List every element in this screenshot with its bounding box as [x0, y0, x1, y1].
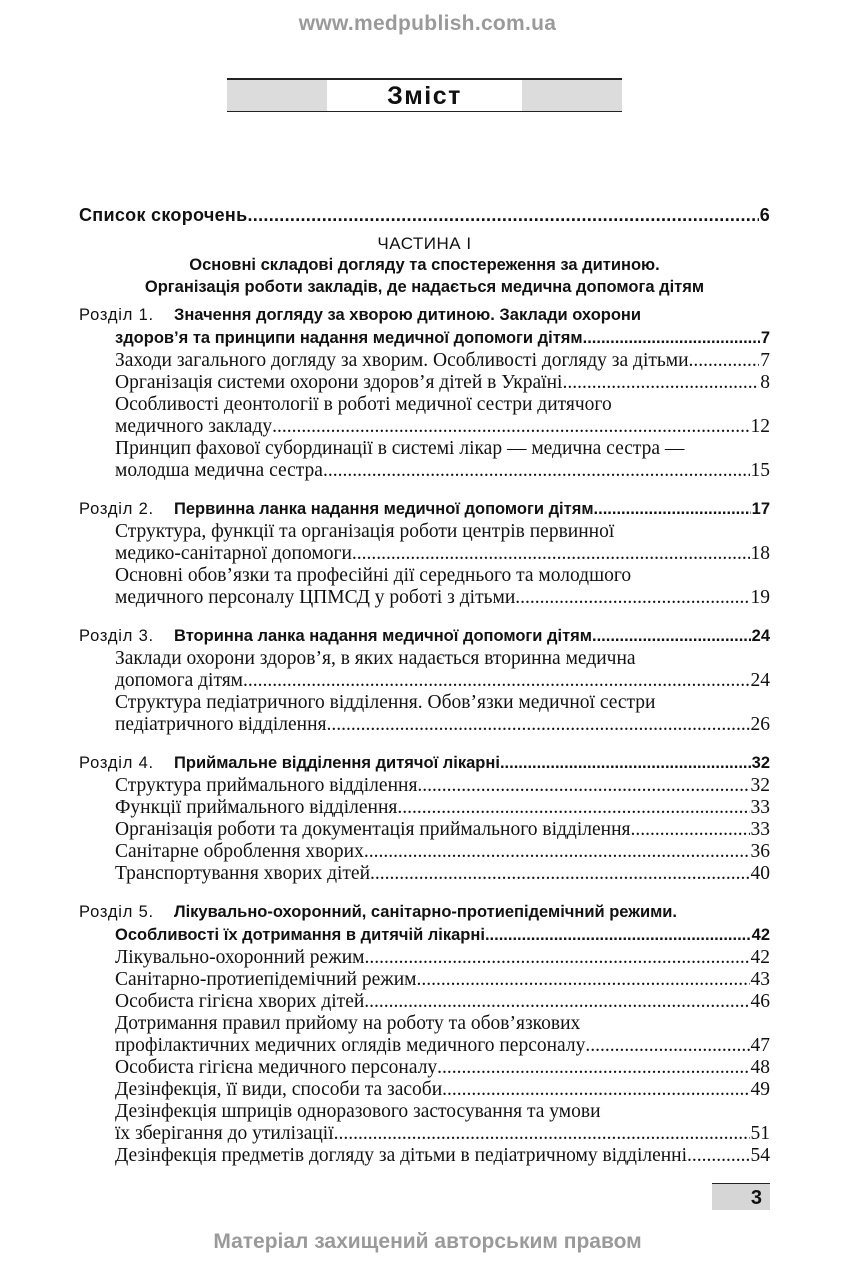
section-page: 46 [750, 991, 770, 1012]
section-title-line1: Структура педіатричного відділення. Обов’язки медичної сестри [115, 692, 656, 713]
part-title-line1: Основні складові догляду та спостереження за дитиною. [189, 256, 660, 274]
dot-leader [417, 775, 749, 797]
section-title: Організація роботи та документація приймального відділення [115, 819, 631, 840]
section-page: 40 [750, 863, 770, 884]
section-page: 15 [750, 460, 770, 481]
chapter-title-line1: Значення догляду за хворою дитиною. Заклади охорони [174, 306, 642, 324]
chapter-heading[interactable] [79, 752, 770, 775]
part-title-line2: Організація роботи закладів, де надається медична допомога дітям [144, 278, 705, 296]
section-entry[interactable] [79, 394, 770, 438]
section-entry[interactable] [79, 819, 770, 841]
dot-leader [592, 625, 751, 648]
section-page: 49 [750, 1079, 770, 1100]
chapter-page: 42 [751, 926, 770, 944]
dot-leader [630, 819, 749, 841]
chapter-heading[interactable] [79, 625, 770, 648]
dot-leader [364, 841, 750, 863]
section-entry[interactable] [79, 841, 770, 863]
dot-leader [416, 969, 749, 991]
chapter-title-line1: Лікувально-охоронний, санітарно-протиепідемічний режими. [174, 903, 678, 921]
chapter-title-line2: Особливості їх дотримання в дитячій лікарні [115, 926, 485, 944]
chapter-page: 24 [751, 627, 770, 645]
section-title: педіатричного відділення [115, 714, 327, 735]
section-title: допомога дітям [115, 670, 244, 691]
section-title: Особиста гігієна хворих дітей [115, 991, 365, 1012]
dot-leader [500, 752, 751, 775]
section-title: Структура приймального відділення [115, 775, 418, 796]
section-entry[interactable] [79, 521, 770, 565]
chapter-heading[interactable] [79, 498, 770, 521]
section-title: Санітарно-протиепідемічний режим [115, 969, 417, 990]
chapter-2 [79, 498, 770, 609]
section-title: молодша медична сестра [115, 460, 323, 481]
dot-leader [485, 924, 751, 947]
section-title: Транспортування хворих дітей [115, 863, 371, 884]
dot-leader [370, 863, 749, 885]
chapter-label: Розділ 2. [79, 500, 154, 518]
section-page: 12 [750, 416, 770, 437]
chapter-title: Вторинна ланка надання медичної допомоги дітям [174, 627, 593, 645]
header-url: www.medpublish.com.ua [298, 12, 557, 35]
part-heading [79, 234, 770, 298]
chapter-title: Первинна ланка надання медичної допомоги дітям [174, 500, 594, 518]
page-number: 3 [712, 1183, 770, 1210]
section-title: їх зберігання до утилізації [115, 1123, 334, 1144]
section-title: Функції приймального відділення [115, 797, 398, 818]
dot-leader [583, 327, 760, 350]
section-page: 47 [750, 1035, 770, 1056]
dot-leader [272, 416, 749, 438]
section-title-line1: Дотримання правил прийому на роботу та обов’язкових [115, 1013, 581, 1034]
section-title: Санітарне оброблення хворих [115, 841, 364, 862]
section-entry[interactable] [79, 1079, 770, 1101]
chapter-title-line2: здоров’я та принципи надання медичної допомоги дітям [115, 329, 583, 347]
dot-leader [397, 797, 749, 819]
section-page: 18 [750, 543, 770, 564]
table-of-contents [79, 205, 770, 1167]
dot-leader [442, 1079, 749, 1101]
section-page: 33 [750, 819, 770, 840]
section-entry[interactable] [79, 438, 770, 482]
dot-leader [327, 714, 750, 736]
section-title: профілактичних медичних оглядів медичного персоналу [115, 1035, 586, 1056]
section-title-line1: Заклади охорони здоров’я, в яких надається вторинна медична [115, 648, 636, 669]
dot-leader [243, 670, 749, 692]
section-title: Дезінфекція, її види, способи та засоби [115, 1079, 443, 1100]
section-title: Особиста гігієна медичного персоналу [115, 1057, 438, 1078]
section-title: Заходи загального догляду за хворим. Особливості догляду за дітьми [115, 350, 689, 371]
section-title: Лікувально-охоронний режим [115, 947, 365, 968]
section-title-line1: Принцип фахової субординації в системі лікар — медична сестра — [115, 438, 685, 459]
chapter-label: Розділ 1. [79, 306, 154, 324]
section-title-line1: Дезінфекція шприців одноразового застосування та умови [115, 1101, 601, 1122]
chapter-label: Розділ 3. [79, 627, 154, 645]
section-entry[interactable] [79, 565, 770, 609]
section-page: 48 [750, 1057, 770, 1078]
section-entry[interactable] [79, 863, 770, 885]
chapter-3 [79, 625, 770, 736]
dot-leader [364, 991, 749, 1013]
dot-leader [585, 1035, 749, 1057]
section-entry[interactable] [79, 1057, 770, 1079]
dot-leader [515, 587, 749, 609]
section-page: 19 [750, 587, 770, 608]
section-entry[interactable] [79, 372, 770, 394]
section-entry[interactable] [79, 1145, 770, 1167]
section-page: 32 [750, 775, 770, 796]
section-entry[interactable] [79, 648, 770, 692]
dot-leader [687, 1145, 749, 1167]
dot-leader [364, 947, 749, 969]
toc-entry-page: 6 [759, 205, 770, 225]
chapter-title-row[interactable] [79, 924, 770, 947]
toc-entry-label: Список скорочень [79, 205, 248, 225]
section-page: 26 [750, 714, 770, 735]
chapter-5 [79, 901, 770, 1167]
dot-leader [334, 1123, 750, 1145]
section-page: 42 [750, 947, 770, 968]
section-title-line1: Особливості деонтології в роботі медичної сестри дитячого [115, 394, 612, 415]
section-page: 54 [750, 1145, 770, 1166]
section-entry[interactable] [79, 1101, 770, 1145]
section-title: Організація системи охорони здоров’я дітей в Україні [115, 372, 563, 393]
chapter-title: Приймальне відділення дитячої лікарні [174, 754, 500, 772]
dot-leader [689, 350, 760, 372]
section-title: медико-санітарної допомоги [115, 543, 352, 564]
chapter-title-row[interactable] [79, 327, 770, 350]
part-number: ЧАСТИНА І [377, 234, 472, 253]
section-entry[interactable] [79, 1013, 770, 1057]
section-page: 51 [750, 1123, 770, 1144]
section-page: 8 [760, 372, 770, 393]
page-title: Зміст [387, 82, 462, 110]
section-entry[interactable] [79, 947, 770, 969]
chapter-heading[interactable] [79, 901, 770, 924]
section-entry[interactable] [79, 797, 770, 819]
section-entry[interactable] [79, 775, 770, 797]
dot-leader [437, 1057, 749, 1079]
dot-leader [247, 205, 758, 226]
section-entry[interactable] [79, 350, 770, 372]
section-title: медичного закладу [115, 416, 273, 437]
section-entry[interactable] [79, 969, 770, 991]
section-title-line1: Основні обов’язки та професійні дії середнього та молодшого [115, 565, 632, 586]
chapter-label: Розділ 5. [79, 903, 154, 921]
chapter-page: 7 [760, 329, 770, 347]
section-page: 7 [760, 350, 770, 371]
copyright-footer: Матеріал захищений авторським правом [213, 1230, 642, 1253]
chapter-label: Розділ 4. [79, 754, 154, 772]
dot-leader [594, 498, 751, 521]
title-bar [227, 78, 622, 112]
chapter-page: 17 [751, 500, 770, 518]
chapter-4 [79, 752, 770, 885]
dot-leader [323, 460, 750, 482]
dot-leader [562, 372, 759, 394]
dot-leader [352, 543, 750, 565]
chapter-1 [79, 304, 770, 482]
section-page: 33 [750, 797, 770, 818]
section-title: медичного персоналу ЦПМСД у роботі з дітьми [115, 587, 516, 608]
chapter-list [79, 304, 770, 1167]
section-title-line1: Структура, функції та організація роботи центрів первинної [115, 521, 615, 542]
section-page: 43 [750, 969, 770, 990]
chapter-page: 32 [751, 754, 770, 772]
section-entry[interactable] [79, 692, 770, 736]
section-entry[interactable] [79, 991, 770, 1013]
section-page: 36 [750, 841, 770, 862]
chapter-heading[interactable] [79, 304, 770, 327]
toc-entry-abbreviations[interactable] [79, 205, 770, 226]
section-title: Дезінфекція предметів догляду за дітьми в педіатричному відділенні [115, 1145, 688, 1166]
section-page: 24 [750, 670, 770, 691]
